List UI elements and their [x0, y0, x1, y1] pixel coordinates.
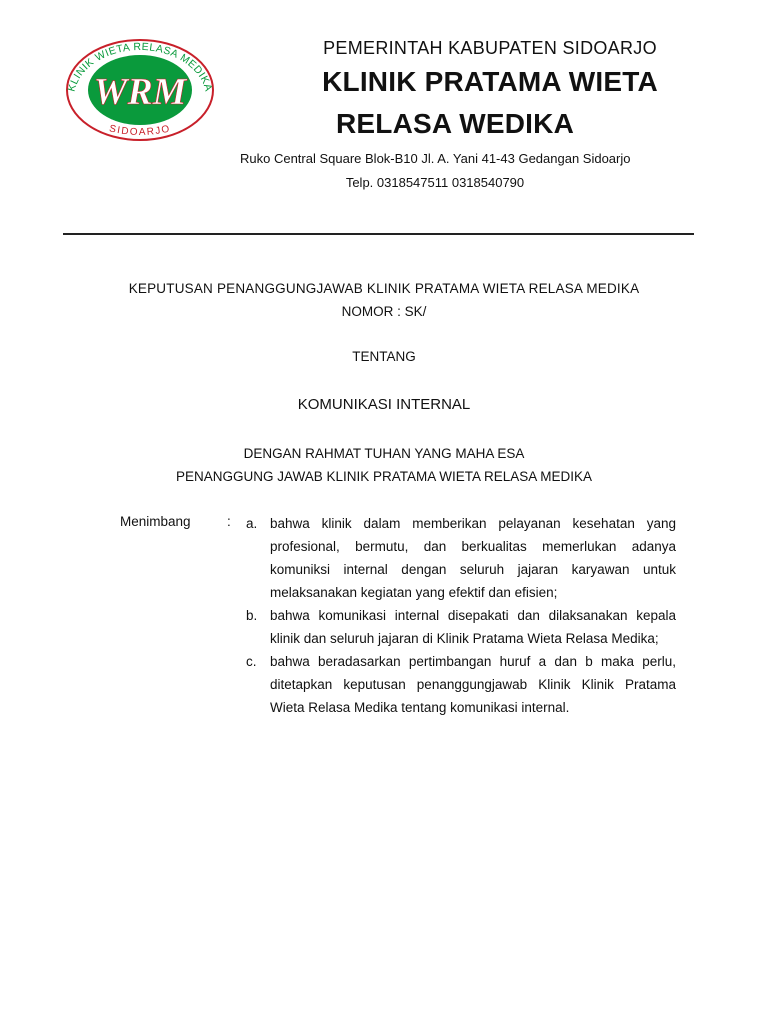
clinic-logo [64, 38, 216, 142]
item-text: bahwa beradasarkan pertimbangan huruf a dan b maka perlu, ditetapkan keputusan penanggungjawab Klinik Klinik Pratama Wieta Relasa Medika tentang komunikasi internal. [270, 654, 676, 715]
logo-ring-text: KLINIK WIETA RELASA MEDIKA [65, 40, 215, 93]
decree-subject: KOMUNIKASI INTERNAL [297, 396, 471, 413]
considering-colon: : [227, 514, 231, 529]
decree-number: NOMOR : SK/ [341, 304, 427, 319]
clinic-address: Ruko Central Square Blok-B10 Jl. A. Yani 41-43 Gedangan Sidoarjo [240, 151, 631, 166]
letterhead-divider [63, 233, 694, 235]
invocation-line1: DENGAN RAHMAT TUHAN YANG MAHA ESA [243, 446, 525, 461]
government-name: PEMERINTAH KABUPATEN SIDOARJO [323, 38, 657, 58]
considering-item [246, 604, 676, 650]
svg-text:SIDOARJO [108, 123, 172, 138]
item-text: bahwa klinik dalam memberikan pelayanan kesehatan yang profesional, bermutu, dan berkualitas memerlukan adanya komuniksi internal dengan seluruh jajaran karyawan untuk melaksanakan kegiatan yang efektif dan efisien; [270, 516, 676, 600]
logo-bottom-text: SIDOARJO [108, 123, 172, 139]
clinic-phone: Telp. 0318547511 0318540790 [345, 175, 525, 190]
clinic-name-line2: RELASA WEDIKA [335, 108, 574, 139]
considering-item [246, 650, 676, 719]
logo-monogram: WRM [93, 71, 187, 113]
item-marker: c. [246, 654, 257, 669]
decree-title: KEPUTUSAN PENANGGUNGJAWAB KLINIK PRATAMA WIETA RELASA MEDIKA [128, 281, 640, 296]
invocation-line2: PENANGGUNG JAWAB KLINIK PRATAMA WIETA RELASA MEDIKA [175, 469, 593, 484]
clinic-name-line1: KLINIK PRATAMA WIETA [322, 66, 658, 97]
considering-label: Menimbang [120, 514, 191, 529]
considering-list [246, 512, 676, 719]
considering-item [246, 512, 676, 604]
item-marker: a. [246, 516, 258, 531]
about-label: TENTANG [352, 349, 416, 364]
item-marker: b. [246, 608, 258, 623]
item-text: bahwa komunikasi internal disepakati dan dilaksanakan kepala klinik dan seluruh jajaran di Klinik Pratama Wieta Relasa Medika; [270, 608, 676, 646]
